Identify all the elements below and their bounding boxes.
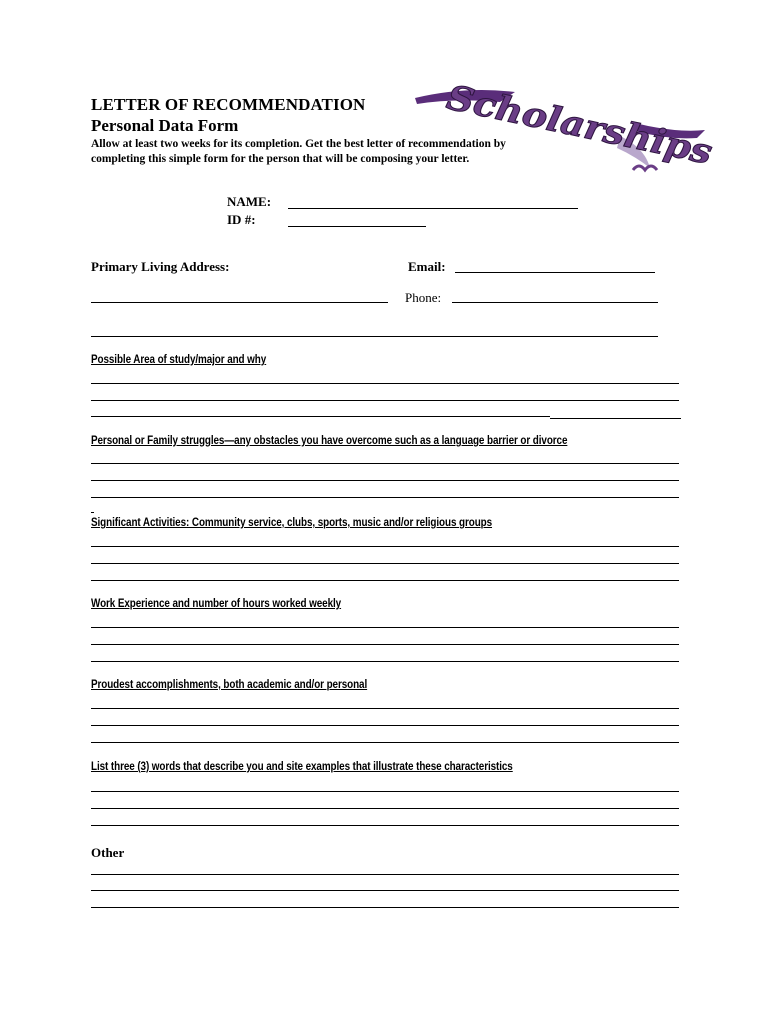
email-field[interactable] (455, 272, 655, 273)
answer-line[interactable] (91, 400, 679, 401)
id-label: ID #: (227, 212, 256, 227)
logo-text: Scholarships (443, 78, 692, 168)
section-heading-struggles: Personal or Family struggles—any obstacles you have overcome such as a language barrier or divorce (91, 435, 568, 447)
name-label: NAME: (227, 194, 272, 209)
address-line-2[interactable] (91, 336, 658, 337)
answer-line[interactable] (91, 463, 679, 464)
answer-line[interactable] (91, 580, 679, 581)
section-heading-activities: Significant Activities: Community service, clubs, sports, music and/or religious groups (91, 517, 493, 529)
section-heading-accomplishments: Proudest accomplishments, both academic and/or personal (91, 679, 368, 691)
answer-line[interactable] (91, 825, 679, 826)
answer-line[interactable] (91, 416, 550, 417)
stray-mark (91, 512, 94, 513)
answer-line[interactable] (91, 708, 679, 709)
answer-line[interactable] (91, 808, 679, 809)
form-subtitle: Personal Data Form (91, 116, 239, 135)
answer-line[interactable] (91, 383, 679, 384)
form-title: LETTER OF RECOMMENDATION (91, 95, 366, 114)
answer-line[interactable] (550, 418, 681, 419)
answer-line[interactable] (91, 890, 679, 891)
form-instructions: Allow at least two weeks for its completion. Get the best letter of recommendation by completing this simple form for the person that will be composing your letter. (91, 138, 506, 165)
answer-line[interactable] (91, 907, 679, 908)
answer-line[interactable] (91, 874, 679, 875)
answer-line[interactable] (91, 742, 679, 743)
answer-line[interactable] (91, 725, 679, 726)
logo-flourish (633, 166, 657, 170)
email-label: Email: (408, 259, 446, 274)
address-label: Primary Living Address: (91, 259, 230, 274)
id-field[interactable] (288, 226, 426, 227)
answer-line[interactable] (91, 563, 679, 564)
phone-label: Phone: (405, 290, 442, 305)
answer-line[interactable] (91, 627, 679, 628)
section-heading-three-words: List three (3) words that describe you and site examples that illustrate these characteristics (91, 761, 513, 773)
scholarships-logo (405, 78, 727, 180)
name-field[interactable] (288, 208, 578, 209)
address-line-1[interactable] (91, 302, 388, 303)
answer-line[interactable] (91, 791, 679, 792)
answer-line[interactable] (91, 546, 679, 547)
answer-line[interactable] (91, 480, 679, 481)
answer-line[interactable] (91, 644, 679, 645)
section-heading-other: Other (91, 845, 125, 860)
section-heading-work: Work Experience and number of hours worked weekly (91, 598, 342, 610)
section-heading-study: Possible Area of study/major and why (91, 354, 267, 366)
answer-line[interactable] (91, 661, 679, 662)
phone-field[interactable] (452, 302, 658, 303)
answer-line[interactable] (91, 497, 679, 498)
